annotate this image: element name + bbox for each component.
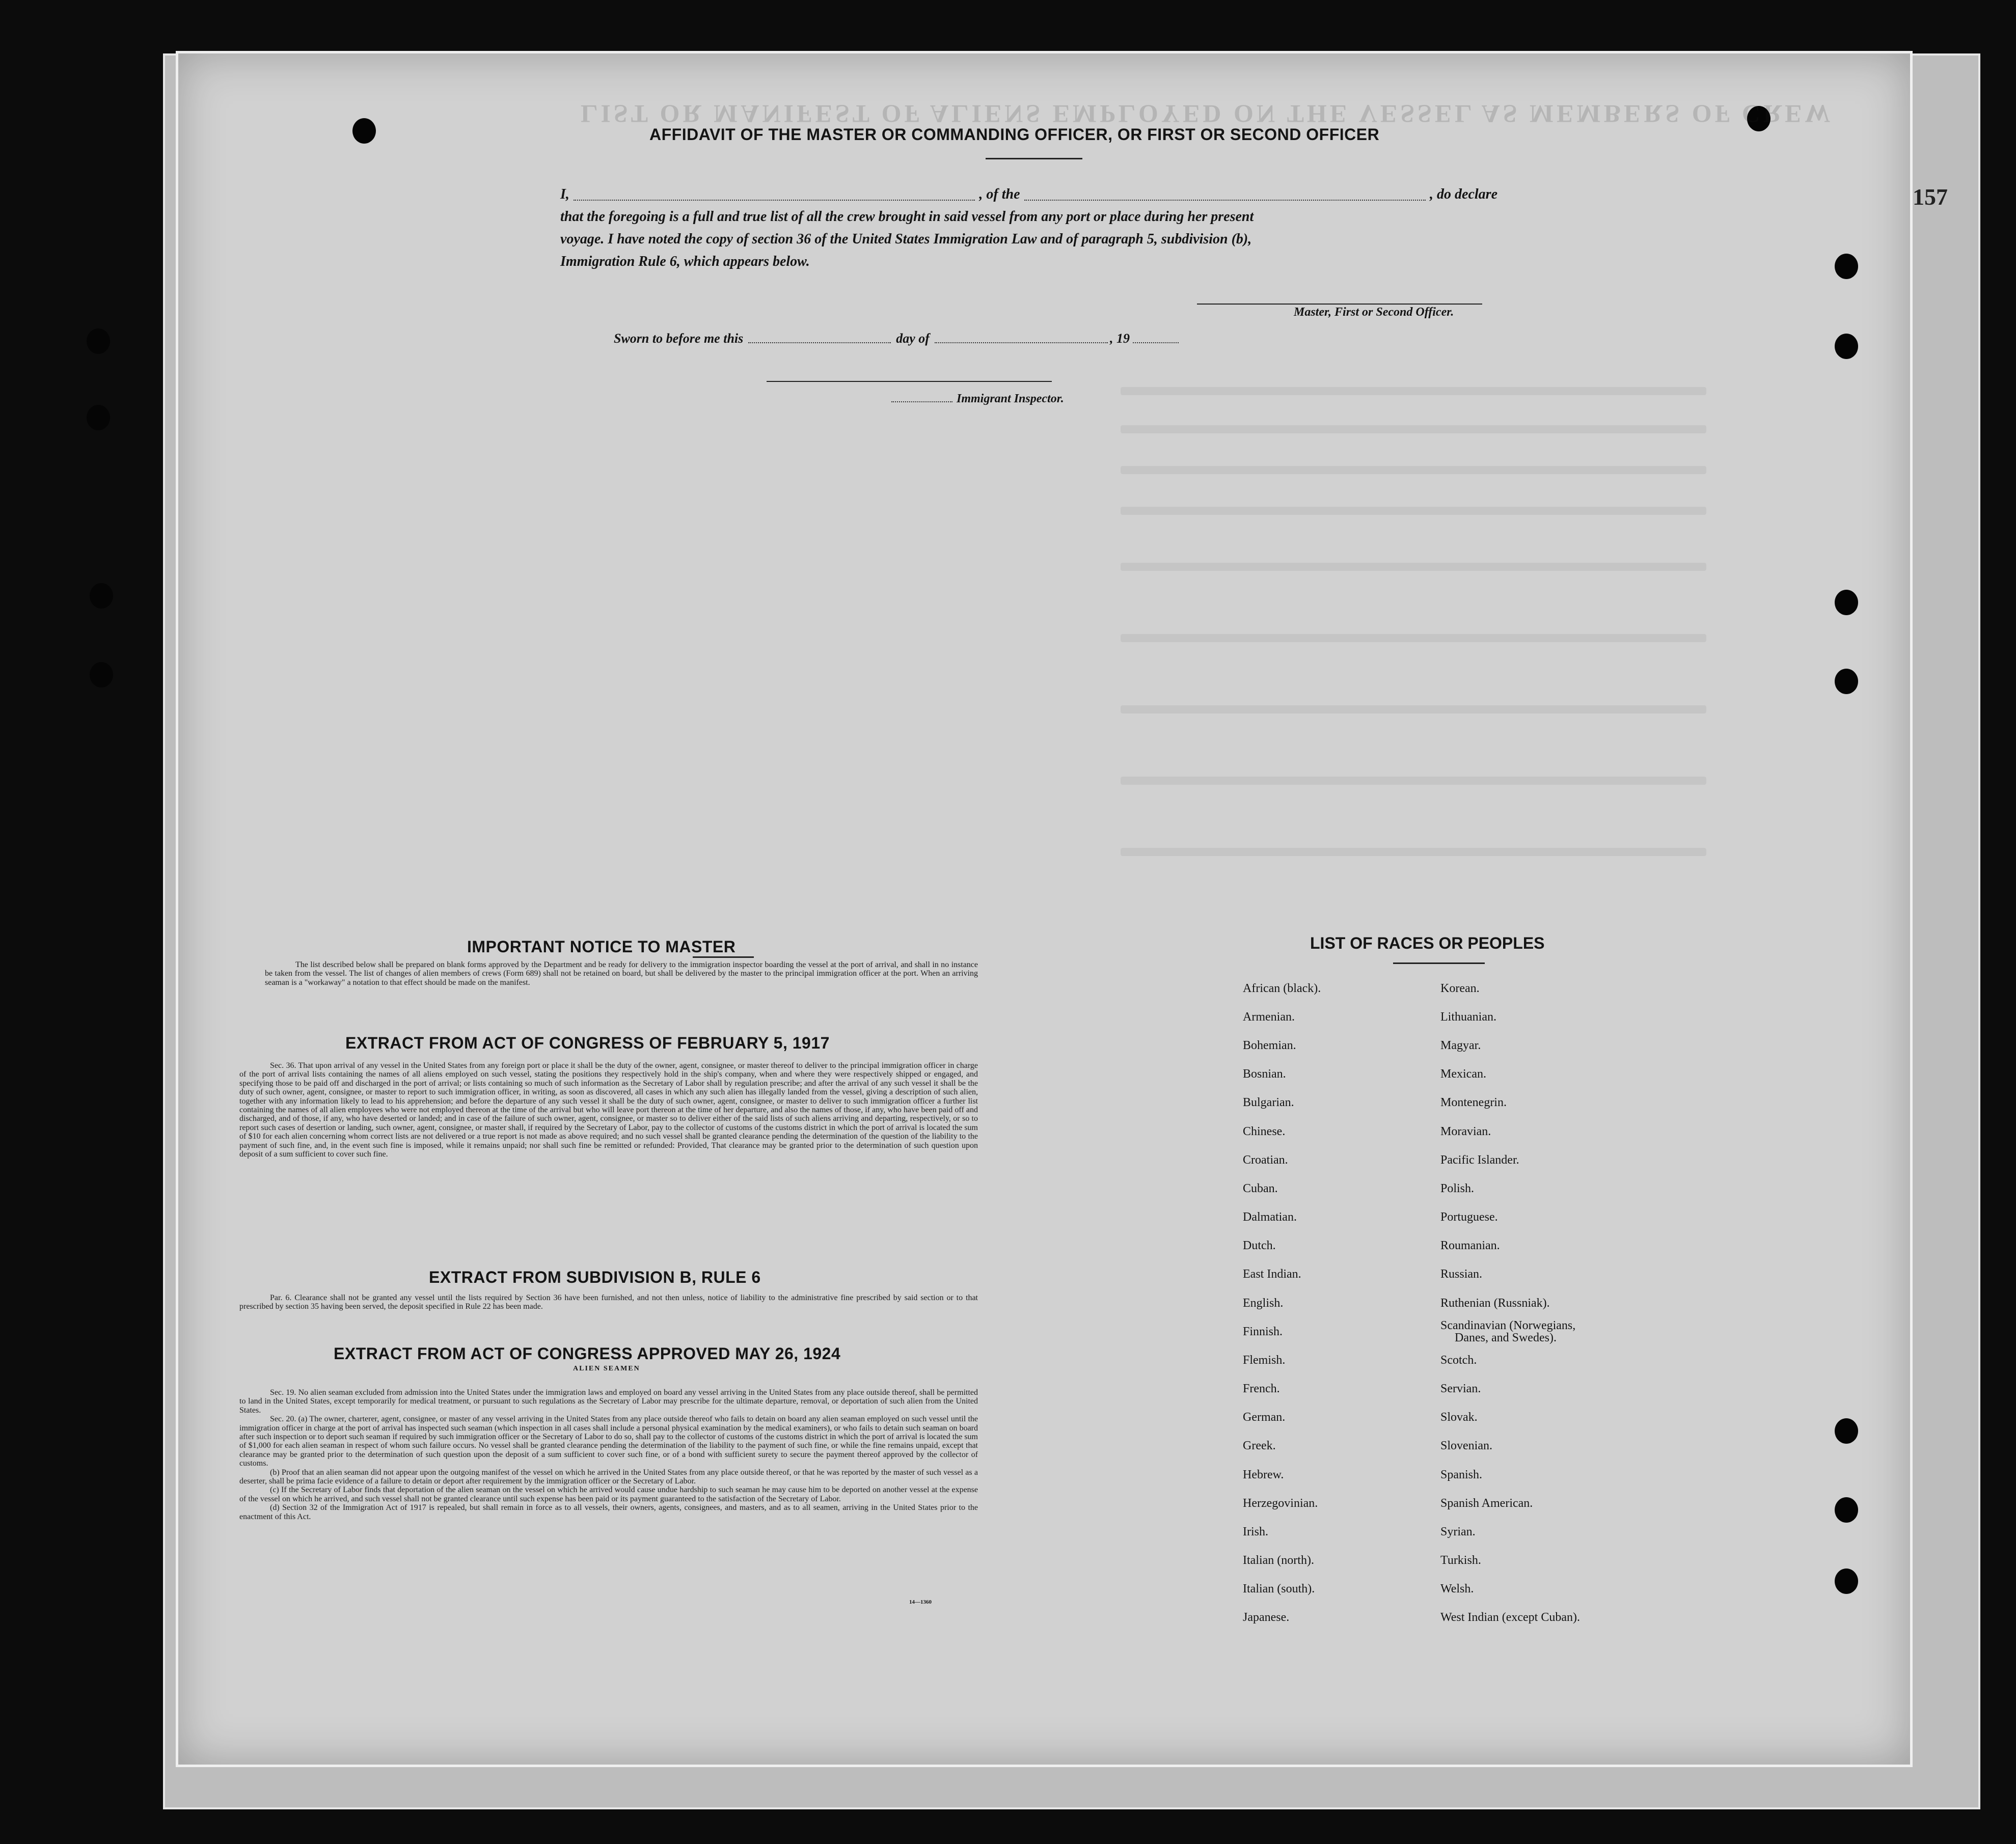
declarant-prefix: I, [560,186,569,202]
sworn-month-blank[interactable] [935,342,1108,343]
section-20a-paragraph: Sec. 20. (a) The owner, charterer, agent, consignee, or master of any vessel arriving in the United States from any place outside thereof who fails to detain on board any alien seaman employed on such vessel until the immigration officer in charge at the port of arrival has inspected such seaman (which inspection in all cases shall include a personal physical examination by the medical examiners), or who fails to detain such seaman on board after such inspection or to deport such seaman if required by such immigration officer or the Secretary of Labor to do so, shall pay to the collector of customs of the customs district in which the port of arrival is located the sum of $1,000 for each alien seaman in respect of whom such failure occurs. No vessel shall be granted clearance pending the determination of the liability to the payment of such fine, or while the fine remains unpaid, except that clearance may be granted prior to the determination of such question upon the deposit of a sum sufficient to cover such fine, or of a bond with sufficient surety to secure the payment thereof approved by the collector of customs. [239,1415,978,1468]
inspector-signature-caption [891,392,1064,406]
sworn-year-blank[interactable] [1133,342,1179,343]
inspector-signature-line[interactable] [767,381,1052,382]
race-item: Slovenian. [1440,1439,1492,1452]
declare-text: , do declare [1430,186,1498,202]
sworn-day-label: day of [896,331,930,346]
bleed-through-row [1121,777,1706,785]
punch-hole [87,328,110,354]
sworn-year-label: , 19 [1109,331,1130,346]
race-item: Spanish. [1440,1468,1483,1481]
race-item: Syrian. [1440,1525,1476,1538]
race-item: Welsh. [1440,1582,1474,1595]
race-item: Japanese. [1243,1611,1290,1624]
section-20c-paragraph: (c) If the Secretary of Labor finds that deportation of the alien seaman on the vessel on which he arrived would cause undue hardship to such seaman he may cause him to be deported on another vessel at the expense of the vessel on which he arrived, and such vessel shall not be granted clearance until such expense has been paid or its payment guaranteed to the satisfaction of the Secretary of Labor. [239,1485,978,1503]
race-item: Turkish. [1440,1554,1481,1567]
race-item: West Indian (except Cuban). [1440,1611,1580,1624]
punch-hole [1835,1497,1858,1523]
bleed-through-row [1121,563,1706,571]
race-item: East Indian. [1243,1268,1301,1281]
bleed-through-row [1121,634,1706,642]
notice-paragraph: The list described below shall be prepared on blank forms approved by the Department and be ready for delivery to the immigration inspector boarding the vessel at the port of arrival, and shall in no instance be taken from the vessel. The list of changes of alien members of crews (Form 689) shall not be retained on board, but shall be delivered by the master to the principal immigration officer at the port. When an arriving seaman is a "workaway" a notation to that effect should be made on the manifest. [265,960,978,987]
race-item: Italian (north). [1243,1554,1314,1567]
race-item: Portuguese. [1440,1210,1498,1224]
affidavit-title: AFFIDAVIT OF THE MASTER OR COMMANDING OFFICER, OR FIRST OR SECOND OFFICER [649,125,1380,144]
race-item: Lithuanian. [1440,1010,1496,1024]
race-item: Flemish. [1243,1354,1286,1367]
inspector-dots [891,401,952,402]
race-item: French. [1243,1382,1280,1395]
punch-hole [90,583,113,609]
race-item: Bosnian. [1243,1067,1286,1081]
race-item: Croatian. [1243,1153,1288,1167]
race-item: Hebrew. [1243,1468,1284,1481]
race-item: Scotch. [1440,1354,1477,1367]
punch-hole [1835,334,1858,359]
affidavit-line-4: Immigration Rule 6, which appears below. [560,254,810,269]
sworn-statement [614,331,1179,346]
extract-1924-text [239,1388,978,1521]
race-item: Cuban. [1243,1182,1278,1195]
sworn-prefix: Sworn to before me this [614,331,744,346]
punch-hole [1835,1568,1858,1594]
race-item: Armenian. [1243,1010,1295,1024]
race-item: Moravian. [1440,1125,1491,1138]
race-item: Polish. [1440,1182,1475,1195]
races-title-rule [1393,962,1485,964]
race-item: Russian. [1440,1268,1483,1281]
bleed-through-header: LIST OR MANIFEST OF ALIENS EMPLOYED ON THE VESSEL AS MEMBERS OF CREW [581,100,1834,128]
race-item: Bulgarian. [1243,1096,1294,1109]
alien-seamen-caption: ALIEN SEAMEN [573,1365,640,1372]
race-item: Montenegrin. [1440,1096,1507,1109]
section-20d-paragraph: (d) Section 32 of the Immigration Act of 1917 is repealed, but shall remain in force as to all vessels, their owners, agents, consignees, and masters, and as to all seamen, arriving in the United States prior to the enactment of this Act. [239,1503,978,1521]
vessel-name-blank[interactable] [1024,199,1426,201]
race-item: Scandinavian (Norwegians, [1440,1319,1576,1332]
punch-hole [90,662,113,687]
inspector-label: Immigrant Inspector. [957,392,1064,405]
section-19-paragraph: Sec. 19. No alien seaman excluded from admission into the United States under the immigration laws and employed on board any vessel arriving in the United States from any place outside thereof, shall be permitted to land in the United States, except temporarily for medical treatment, or pursuant to such regulations as the Secretary of Labor may prescribe for the ultimate departure, removal, or deportation of such alien from the United States. [239,1388,978,1415]
bleed-through-row [1121,387,1706,395]
form-code: 14—1360 [909,1599,932,1605]
master-signature-line[interactable] [1197,304,1482,305]
notice-title: IMPORTANT NOTICE TO MASTER [467,938,736,956]
race-item: Servian. [1440,1382,1481,1395]
punch-hole [1835,669,1858,694]
master-signature-caption: Master, First or Second Officer. [1294,306,1454,319]
title-rule [986,158,1082,159]
race-item: Greek. [1243,1439,1276,1452]
race-item: Pacific Islander. [1440,1153,1519,1167]
race-item: Irish. [1243,1525,1268,1538]
sworn-date-blank[interactable] [748,342,891,343]
section-36-paragraph: Sec. 36. That upon arrival of any vessel in the United States from any foreign port or place it shall be the duty of the owner, agent, consignee, or master thereof to deliver to the principal immigration officer in charge of the port of arrival lists containing the names of all aliens employed on such vessel, stating the positions they respectively hold in the ship's company, when and where they were respectively shipped or engaged, and specifying those to be paid off and discharged in the port of arrival; or lists containing so much of such information as the Secretary of Labor shall by regulation prescribe; and after the arrival of any such vessel it shall be the duty of such owner, agent, consignee, or master to report to such immigration officer, in writing, as soon as discovered, all cases in which any such alien has illegally landed from the vessel, giving a description of such alien, together with any information likely to lead to his apprehension; and before the departure of any such vessel it shall be the duty of such owner, agent, consignee, or master to deliver to such immigration officer a further list containing the names of all alien employees who were not employed thereon at the time of the arrival but who will leave port thereon at the time of her departure, and also the names of those, if any, who have been paid off and discharged, and of those, if any, who have deserted or landed; and in case of the failure of such owner, agent, consignee, or master so to deliver either of the said lists of such aliens arriving and departing, respectively, or so to report such cases of desertion or landing, such owner, agent, consignee, or master shall, if required by the Secretary of Labor, pay to the collector of customs of the customs district in which the port of arrival is located the sum of $10 for each alien concerning whom correct lists are not delivered or a true report is not made as above required; and no such vessel shall be granted clearance pending the determination of the question of the liability to the payment of such fine, and, in the event such fine is imposed, while it remains unpaid; nor shall such fine be remitted or refunded: Provided, That clearance may be granted prior to the determination of such question upon deposit of a sum sufficient to cover such fine. [239,1061,978,1159]
bleed-through-row [1121,466,1706,474]
rule-6-paragraph: Par. 6. Clearance shall not be granted any vessel until the lists required by Section 36 have been furnished, and not then unless, notice of liability to the administrative fine prescribed by said section or to that prescribed by section 35 having been served, the deposit specified in Rule 22 has been made. [239,1293,978,1311]
race-item: Spanish American. [1440,1497,1533,1510]
notice-title-rule [693,956,754,958]
affidavit-line-3: voyage. I have noted the copy of section 36 of the United States Immigration Law and of paragraph 5, subdivision (b), [560,231,1252,247]
vessel-prefix: , of the [979,186,1020,202]
rule-6-text [239,1293,978,1311]
race-item: Herzegovinian. [1243,1497,1318,1510]
race-item: Mexican. [1440,1067,1486,1081]
declaration-line [560,183,1497,206]
race-item: Dalmatian. [1243,1210,1297,1224]
races-title: LIST OF RACES OR PEOPLES [1310,934,1545,952]
race-item: Magyar. [1440,1039,1481,1052]
bleed-through-row [1121,705,1706,713]
rule-6-title: EXTRACT FROM SUBDIVISION B, RULE 6 [429,1268,761,1286]
notice-text [265,960,978,987]
punch-hole [1835,1418,1858,1444]
race-item: Korean. [1440,982,1480,995]
race-item: Italian (south). [1243,1582,1315,1595]
extract-1917-title: EXTRACT FROM ACT OF CONGRESS OF FEBRUARY 5, 1917 [345,1034,830,1052]
race-item: Chinese. [1243,1125,1286,1138]
race-item: Roumanian. [1440,1239,1500,1252]
race-item: Finnish. [1243,1325,1283,1338]
punch-hole [1835,254,1858,279]
race-item: German. [1243,1411,1286,1424]
section-20b-paragraph: (b) Proof that an alien seaman did not appear upon the outgoing manifest of the vessel on which he arrived in the United States from any place outside thereof, or that he was reported by the master of such vessel as a deserter, shall be prima facie evidence of a failure to detain or deport after requirement by the immigration officer or the Secretary of Labor. [239,1468,978,1486]
affidavit-line-2: that the foregoing is a full and true list of all the crew brought in said vessel from any port or place during her present [560,209,1254,225]
extract-1917-text [239,1061,978,1159]
race-item: Dutch. [1243,1239,1276,1252]
bleed-through-row [1121,507,1706,515]
affidavit-statement [560,183,1497,273]
race-item: Danes, and Swedes). [1455,1331,1557,1344]
page-number: 157 [1913,184,1948,210]
race-item: Bohemian. [1243,1039,1296,1052]
race-item: African (black). [1243,982,1321,995]
declarant-name-blank[interactable] [574,199,975,201]
bleed-through-row [1121,848,1706,856]
race-item: English. [1243,1297,1284,1310]
race-item: Ruthenian (Russniak). [1440,1297,1550,1310]
punch-hole [1835,590,1858,615]
punch-hole [87,405,110,430]
punch-hole [352,118,376,144]
extract-1924-title: EXTRACT FROM ACT OF CONGRESS APPROVED MAY 26, 1924 [334,1344,841,1363]
bleed-through-row [1121,425,1706,433]
race-item: Slovak. [1440,1411,1478,1424]
